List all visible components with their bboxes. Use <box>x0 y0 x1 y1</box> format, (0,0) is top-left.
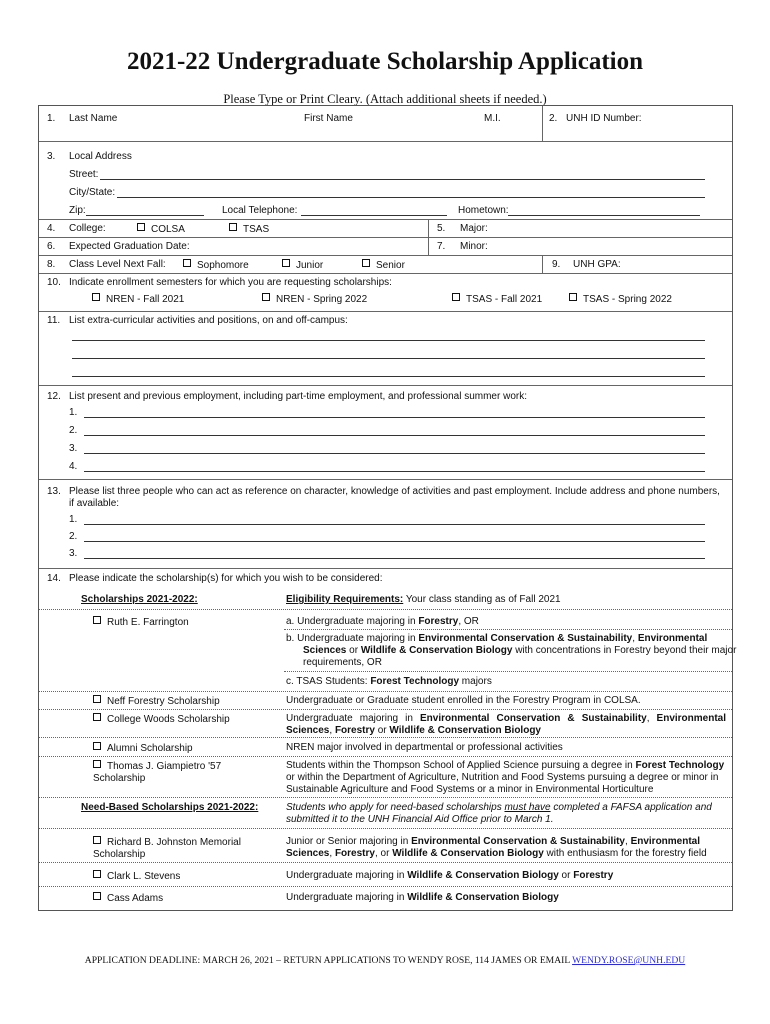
application-form <box>38 105 737 911</box>
deadline-text: APPLICATION DEADLINE: MARCH 26, 2021 – RETURN APPLICATIONS TO WENDY ROSE, 114 JAMES OR EMAIL <box>84 955 573 966</box>
divider <box>39 609 732 610</box>
extracurricular-line[interactable] <box>72 376 705 377</box>
tsas-fall-checkbox[interactable]: TSAS - Fall 2021 <box>452 293 542 306</box>
nren-spring-checkbox[interactable]: NREN - Spring 2022 <box>262 293 367 306</box>
alumni-requirement: NREN major involved in departmental or professional activities <box>286 742 563 753</box>
reference-line[interactable] <box>84 524 705 525</box>
divider <box>39 797 732 798</box>
employment-line[interactable] <box>84 435 705 436</box>
stevens-checkbox[interactable]: Clark L. Stevens <box>93 870 180 883</box>
eligibility-column-heading: Eligibility Requirements: Your class standing as of Fall 2021 <box>286 594 561 605</box>
divider <box>39 691 732 692</box>
employment-item-number: 4. <box>69 461 78 472</box>
giampietro-checkbox[interactable]: Thomas J. Giampietro '57 Scholarship <box>93 761 222 784</box>
minor-label: Minor: <box>460 241 488 252</box>
major-label: Major: <box>460 223 488 234</box>
item-number: 2. <box>549 113 558 124</box>
farrington-req-c: c. TSAS Students: Forest Technology majors <box>286 676 492 687</box>
nren-fall-checkbox[interactable]: NREN - Fall 2021 <box>92 293 184 306</box>
local-address-label: Local Address <box>69 151 132 162</box>
divider <box>39 273 732 274</box>
need-based-heading: Need-Based Scholarships 2021-2022: <box>81 802 259 813</box>
item-number: 8. <box>47 259 56 270</box>
adams-checkbox[interactable]: Cass Adams <box>93 892 163 905</box>
sophomore-checkbox[interactable]: Sophomore <box>183 259 249 272</box>
last-name-label: Last Name <box>69 113 118 124</box>
first-name-label: First Name <box>304 113 353 124</box>
item-number: 12. <box>47 391 61 402</box>
item-number: 1. <box>47 113 56 124</box>
divider <box>542 255 543 273</box>
divider <box>39 756 732 757</box>
tsas-spring-checkbox[interactable]: TSAS - Spring 2022 <box>569 293 672 306</box>
neff-requirement: Undergraduate or Graduate student enrolled in the Forestry Program in COLSA. <box>286 695 641 706</box>
reference-line[interactable] <box>84 541 705 542</box>
divider <box>39 828 732 829</box>
item-number: 5. <box>437 223 446 234</box>
farrington-checkbox[interactable]: Ruth E. Farrington <box>93 616 189 629</box>
johnston-checkbox[interactable]: Richard B. Johnston Memorial Scholarship <box>93 837 241 860</box>
need-based-note: Students who apply for need-based scholarships must have completed a FAFSA application and submitted it to the UNH Financial Aid Office prior to March 1. <box>286 802 712 825</box>
divider <box>39 141 732 142</box>
city-state-field[interactable] <box>117 197 705 198</box>
senior-checkbox[interactable]: Senior <box>362 259 405 272</box>
stevens-requirement: Undergraduate majoring in Wildlife & Conservation Biology or Forestry <box>286 870 614 881</box>
zip-field[interactable] <box>86 215 204 216</box>
divider <box>39 385 732 386</box>
item-number: 13. <box>47 486 61 497</box>
item-number: 10. <box>47 277 61 288</box>
divider <box>39 737 732 738</box>
telephone-label: Local Telephone: <box>222 205 298 216</box>
employment-line[interactable] <box>84 471 705 472</box>
college-woods-requirement: Undergraduate majoring in Environmental Conservation & Sustainability, Environmental Sciences, Forestry or Wildlife & Conservation Biology <box>286 713 727 736</box>
class-level-label: Class Level Next Fall: <box>69 259 166 270</box>
reference-item-number: 3. <box>69 548 78 559</box>
divider <box>39 255 732 256</box>
neff-checkbox[interactable]: Neff Forestry Scholarship <box>93 695 220 708</box>
adams-requirement: Undergraduate majoring in Wildlife & Conservation Biology <box>286 892 559 903</box>
giampietro-requirement: Students within the Thompson School of Applied Science pursuing a degree in Forest Technology or within the Department of Agriculture, Nutrition and Food Systems pursuing a degree or minor in Sustainable Agriculture and Food Systems or a minor in Environmental Horticulture <box>286 760 725 795</box>
street-field[interactable] <box>100 179 705 180</box>
divider <box>284 629 732 630</box>
reference-item-number: 2. <box>69 531 78 542</box>
hometown-label: Hometown: <box>458 205 509 216</box>
farrington-req-a: a. Undergraduate majoring in Forestry, OR <box>286 616 479 627</box>
footer <box>0 955 770 966</box>
item-number: 14. <box>47 573 61 584</box>
city-state-label: City/State: <box>69 187 116 198</box>
alumni-checkbox[interactable]: Alumni Scholarship <box>93 742 193 755</box>
email-link[interactable]: WENDY.ROSE@UNH.EDU <box>572 955 686 966</box>
divider <box>39 709 732 710</box>
divider <box>39 568 732 569</box>
hometown-field[interactable] <box>508 215 700 216</box>
extracurricular-line[interactable] <box>72 358 705 359</box>
item-number: 6. <box>47 241 56 252</box>
item-number: 9. <box>552 259 561 270</box>
college-colsa-checkbox[interactable]: COLSA <box>137 223 185 236</box>
employment-item-number: 2. <box>69 425 78 436</box>
reference-item-number: 1. <box>69 514 78 525</box>
divider <box>284 671 732 672</box>
divider <box>39 862 732 863</box>
middle-initial-label: M.I. <box>484 113 501 124</box>
item-number: 3. <box>47 151 56 162</box>
item-number: 7. <box>437 241 446 252</box>
scholarships-label: Please indicate the scholarship(s) for which you wish to be considered: <box>69 573 383 584</box>
divider <box>39 219 732 220</box>
page-title: 2021-22 Undergraduate Scholarship Application <box>126 48 644 75</box>
employment-item-number: 1. <box>69 407 78 418</box>
divider <box>542 106 543 141</box>
college-woods-checkbox[interactable]: College Woods Scholarship <box>93 713 230 726</box>
item-number: 4. <box>47 223 56 234</box>
street-label: Street: <box>69 169 99 180</box>
employment-line[interactable] <box>84 417 705 418</box>
junior-checkbox[interactable]: Junior <box>282 259 323 272</box>
scholarships-column-heading: Scholarships 2021-2022: <box>81 594 198 605</box>
unh-id-label: UNH ID Number: <box>566 113 642 124</box>
extracurricular-line[interactable] <box>72 340 705 341</box>
college-label: College: <box>69 223 106 234</box>
telephone-field[interactable] <box>301 215 447 216</box>
employment-label: List present and previous employment, including part-time employment, and professional summer work: <box>69 391 527 402</box>
employment-item-number: 3. <box>69 443 78 454</box>
gpa-label: UNH GPA: <box>573 259 621 270</box>
employment-line[interactable] <box>84 453 705 454</box>
college-tsas-checkbox[interactable]: TSAS <box>229 223 269 236</box>
page-subtitle: Please Type or Print Cleary. (Attach additional sheets if needed.) <box>223 92 547 106</box>
graduation-date-label: Expected Graduation Date: <box>69 241 190 252</box>
divider <box>39 479 732 480</box>
johnston-requirement: Junior or Senior majoring in Environmental Conservation & Sustainability, Environmental Sciences, Forestry, or Wildlife & Conservation Biology with enthusiasm for the forestry field <box>286 836 707 859</box>
zip-label: Zip: <box>69 205 86 216</box>
farrington-req-b: b. Undergraduate majoring in Environmental Conservation & Sustainability, Environmental Sciences or Wildlife & Conservation Biology with concentrations in Forestry beyond their major requirements, OR <box>286 633 737 668</box>
extracurricular-label: List extra-curricular activities and positions, on and off-campus: <box>69 315 348 326</box>
reference-line[interactable] <box>84 558 705 559</box>
divider <box>39 311 732 312</box>
item-number: 11. <box>47 315 61 326</box>
references-label: Please list three people who can act as reference on character, knowledge of activities and past employment. Include address and phone numbers, if available: <box>69 486 720 509</box>
divider <box>39 237 732 238</box>
enrollment-label: Indicate enrollment semesters for which you are requesting scholarships: <box>69 277 392 288</box>
divider <box>39 886 732 887</box>
